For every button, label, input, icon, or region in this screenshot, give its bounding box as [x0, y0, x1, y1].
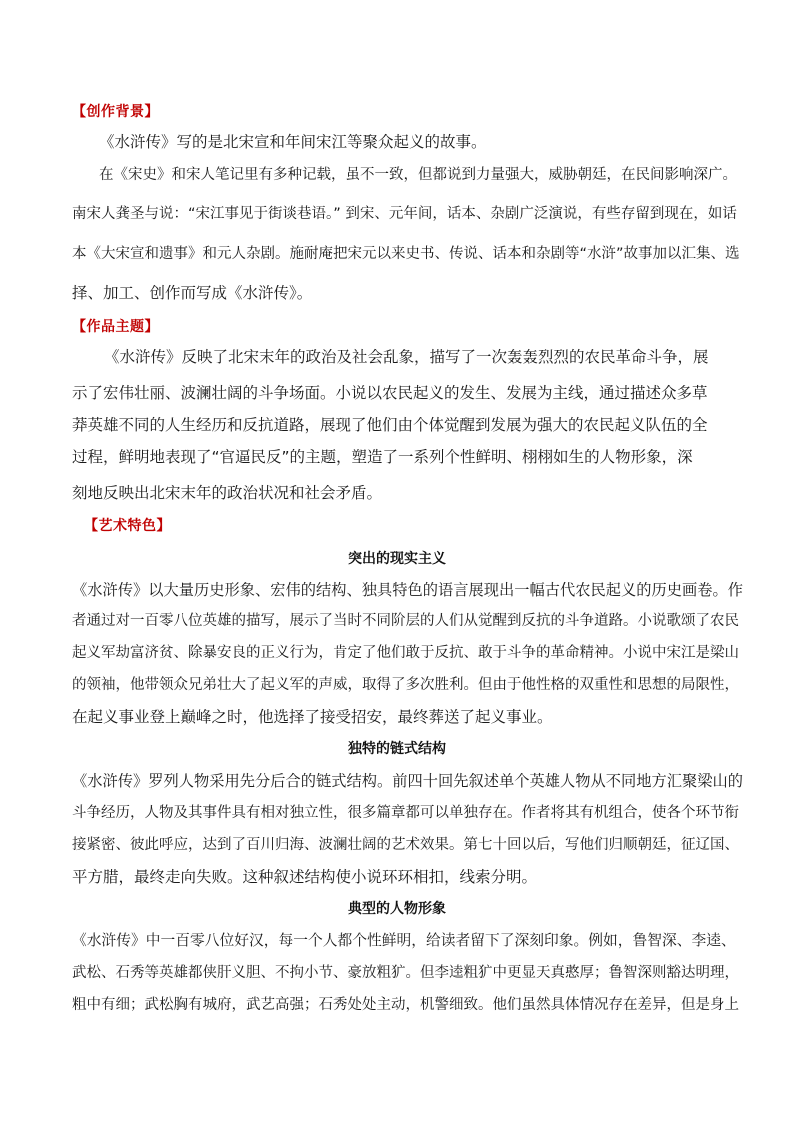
paragraph-line: 示了宏伟壮丽、波澜壮阔的斗争场面。小说以农民起义的发生、发展为主线，通过描述众多草	[72, 384, 708, 402]
subheading-structure: 独特的链式结构	[348, 741, 446, 757]
paragraph-line: 斗争经历，人物及其事件具有相对独立性，很多篇章都可以单独存在。作者将其有机组合，使各个环节衔	[72, 805, 739, 821]
paragraph-line: 者通过对一百零八位英雄的描写，展示了当时不同阶层的人们从觉醒到反抗的斗争道路。小说歌颂了农民	[72, 613, 739, 629]
subheading-realism: 突出的现实主义	[348, 551, 446, 567]
paragraph-line: 莽英雄不同的人生经历和反抗道路，展现了他们由个体觉醒到发展为强大的农民起义队伍的全	[72, 416, 708, 434]
paragraph-line: 《水浒传》反映了北宋末年的政治及社会乱象，描写了一次轰轰烈烈的农民革命斗争，展	[104, 348, 709, 366]
paragraph-line: 《水浒传》罗列人物采用先分后合的链式结构。前四十回先叙述单个英雄人物从不同地方汇聚梁山的	[72, 772, 743, 790]
paragraph-line: 在《宋史》和宋人笔记里有多种记载，虽不一致，但都说到力量强大，威胁朝廷，在民间影响深广。	[99, 167, 737, 183]
paragraph-line: 南宋人龚圣与说：“宋江事见于街谈巷语。” 到宋、元年间，话本、杂剧广泛演说，有些存留到现在，如话	[72, 206, 737, 222]
section-heading-art: 【艺术特色】	[84, 518, 171, 534]
paragraph-line: 刻地反映出北宋末年的政治状况和社会矛盾。	[72, 484, 383, 502]
paragraph-line: 武松、石秀等英雄都侠肝义胆、不拘小节、豪放粗犷。但李逵粗犷中更显天真憨厚；鲁智深则豁达明理，	[72, 965, 739, 981]
paragraph-line: 起义军劫富济贫、除暴安良的正义行为，肯定了他们敢于反抗、敢于斗争的革命精神。小说中宋江是梁山	[72, 645, 739, 661]
paragraph-line: 平方腊，最终走向失败。这种叙述结构使小说环环相扣，线索分明。	[72, 868, 538, 886]
paragraph-line: 粗中有细；武松胸有城府，武艺高强；石秀处处主动，机警细致。他们虽然具体情况存在差异，但是身上	[72, 997, 739, 1013]
paragraph-line: 过程，鲜明地表现了“官逼民反”的主题，塑造了一系列个性鲜明、栩栩如生的人物形象，深	[72, 448, 693, 466]
section-heading-background: 【创作背景】	[72, 104, 159, 120]
paragraph-line: 《水浒传》中一百零八位好汉，每一个人都个性鲜明，给读者留下了深刻印象。例如，鲁智深、李逵、	[72, 932, 736, 949]
paragraph-line: 本《大宋宣和遗事》和元人杂剧。施耐庵把宋元以来史书、传说、话本和杂剧等“水浒”故事加以汇集、选	[72, 246, 740, 262]
section-heading-theme: 【作品主题】	[72, 319, 159, 335]
paragraph-line: 择、加工、创作而写成《水浒传》。	[72, 284, 313, 302]
paragraph-line: 接紧密、彼此呼应，达到了百川归海、波澜壮阔的艺术效果。第七十回以后，写他们归顺朝廷，征辽国、	[72, 837, 739, 853]
paragraph-line: 在起义事业登上巅峰之时，他选择了接受招安，最终葬送了起义事业。	[72, 708, 553, 726]
paragraph-line: 《水浒传》以大量历史形象、宏伟的结构、独具特色的语言展现出一幅古代农民起义的历史画卷。作	[72, 581, 743, 599]
paragraph-line: 《水浒传》写的是北宋宣和年间宋江等聚众起义的故事。	[99, 133, 487, 151]
paragraph-line: 的领袖，他带领众兄弟壮大了起义军的声威，取得了多次胜利。但由于他性格的双重性和思想的局限性，	[72, 677, 739, 693]
subheading-characters: 典型的人物形象	[348, 901, 446, 917]
